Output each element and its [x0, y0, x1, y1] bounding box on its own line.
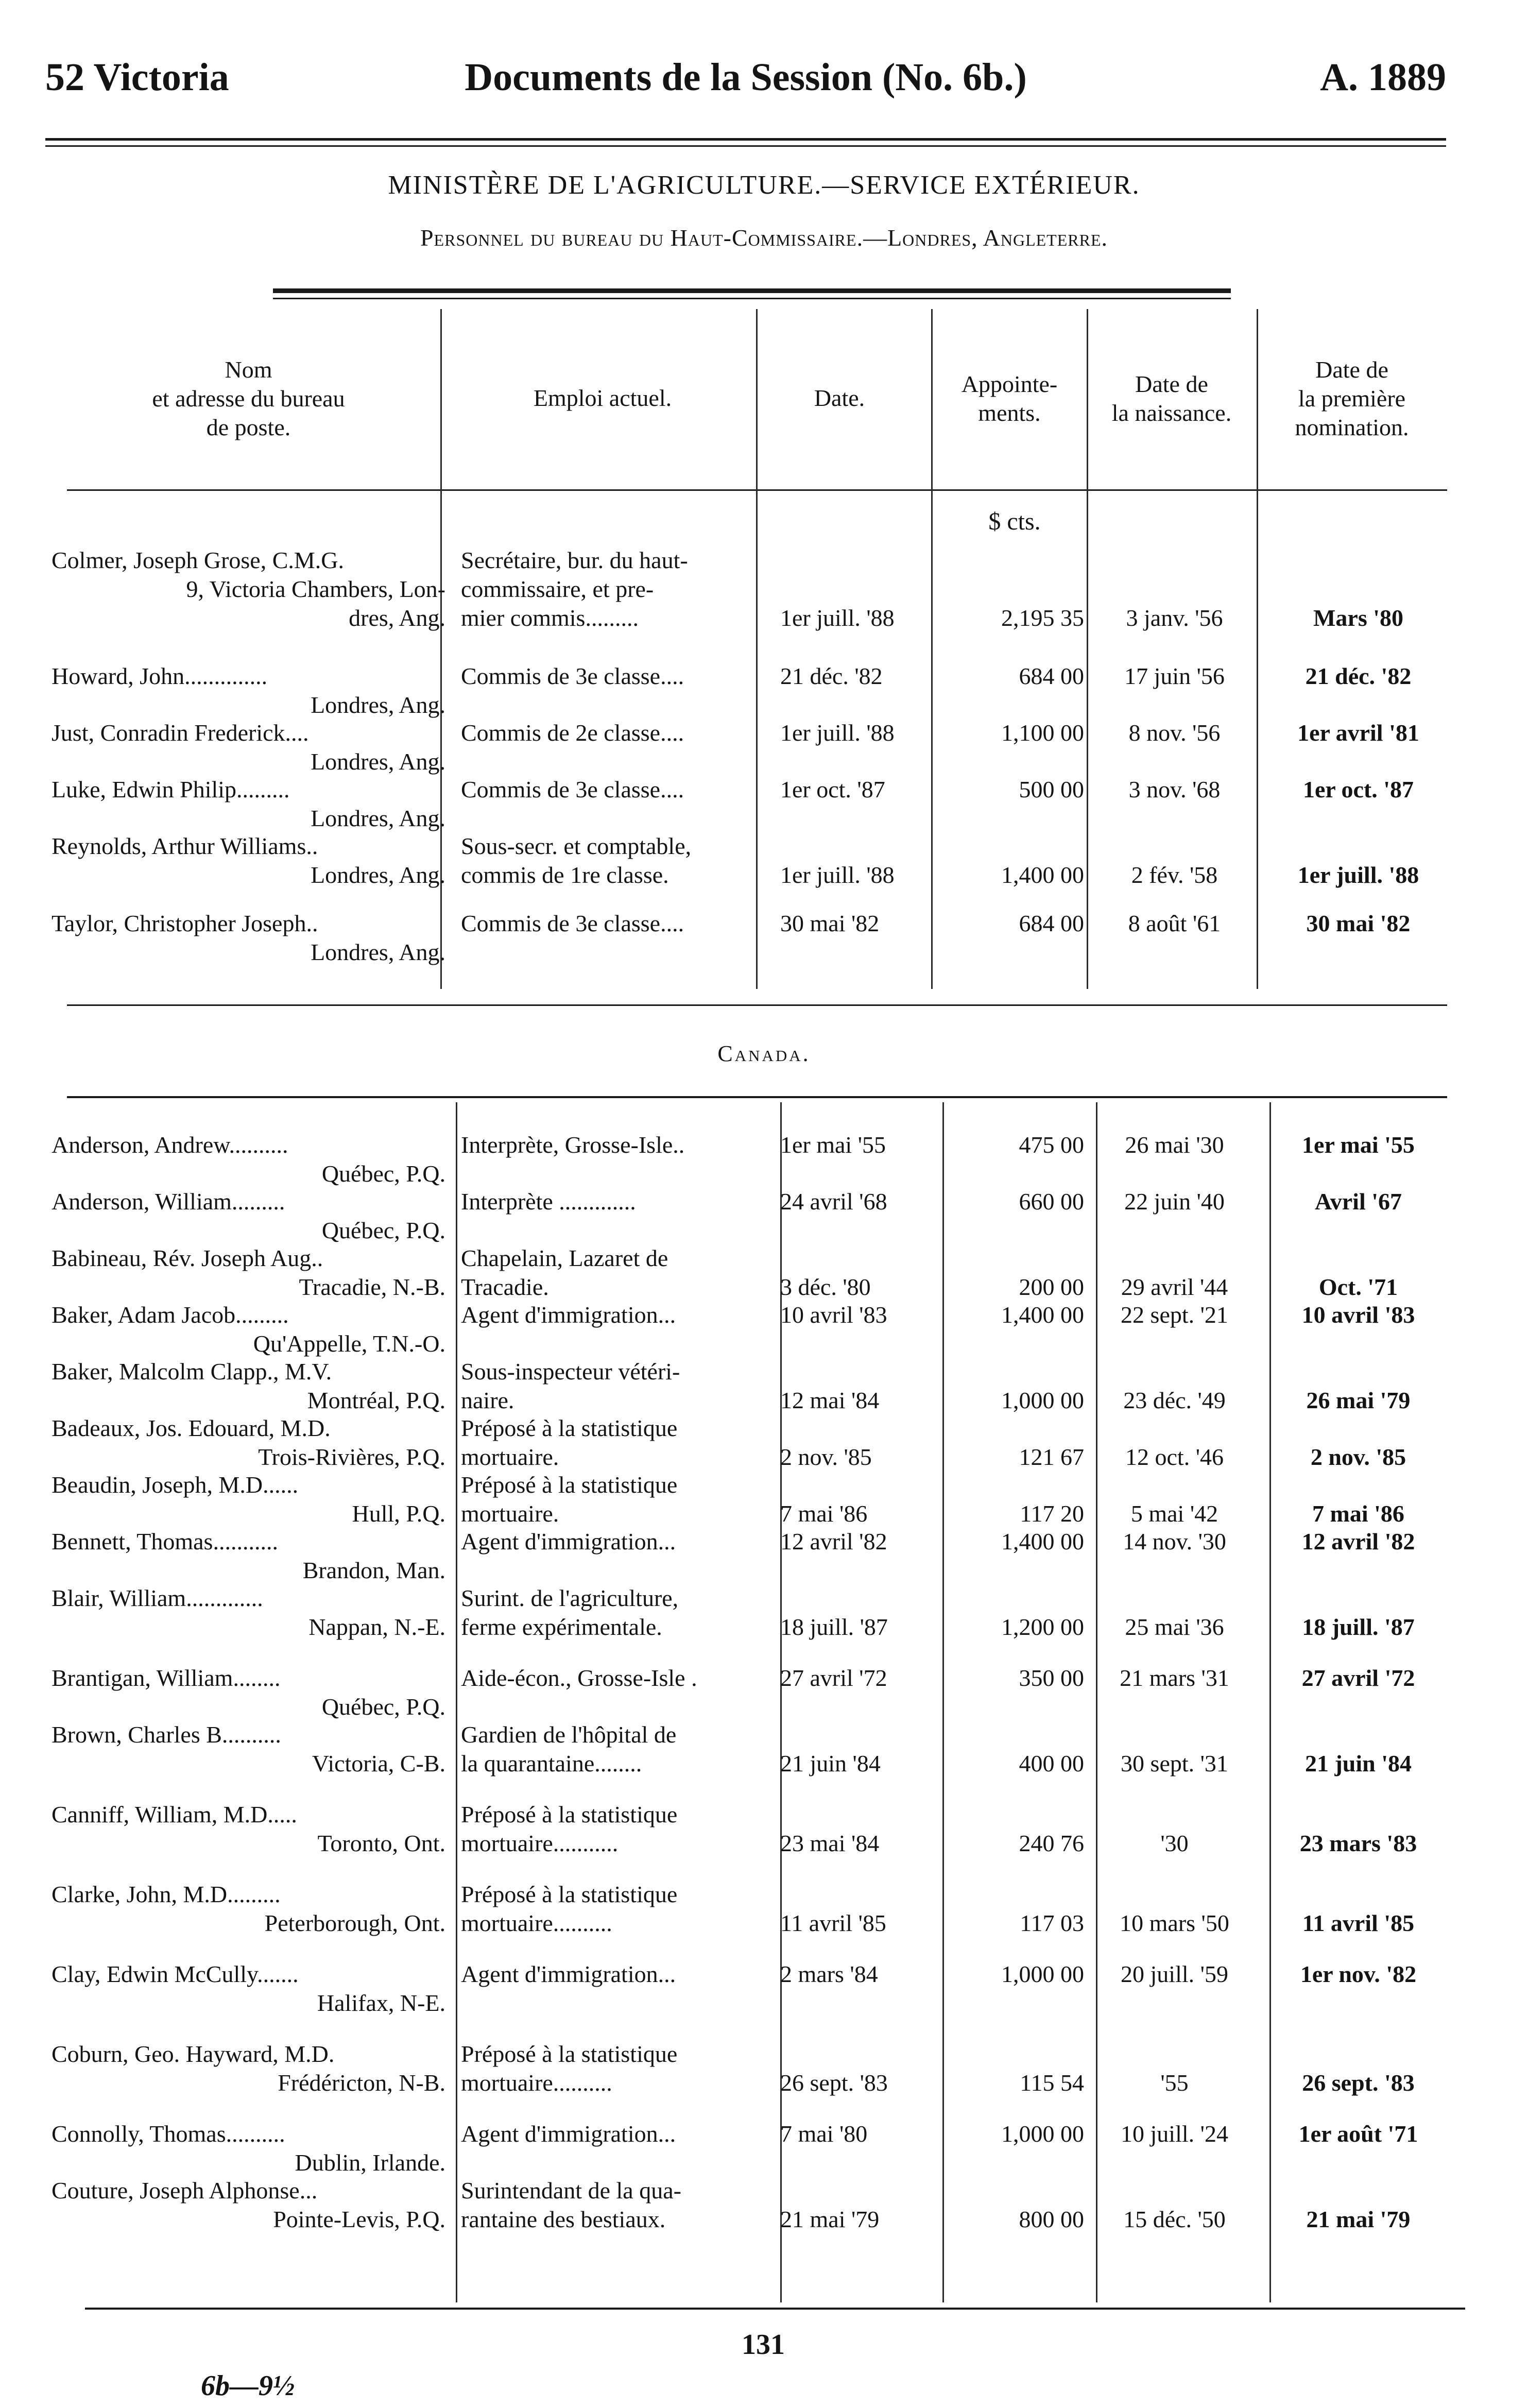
appointements-cell: 117 20	[1020, 1500, 1084, 1527]
first-nomination-cell: 26 sept. '83	[1302, 2070, 1415, 2096]
appointements-cell: 684 00	[1019, 910, 1084, 936]
london-end-rule	[67, 1004, 1447, 1006]
date-cell: 27 avril '72	[780, 1665, 887, 1691]
cell-line: Commis de 2e classe....	[461, 720, 684, 746]
first-nomination-cell: 2 nov. '85	[1310, 1444, 1406, 1470]
emploi-cell	[461, 1187, 778, 1216]
cell-line: Anderson, Andrew..........	[51, 1132, 288, 1158]
emploi-cell	[461, 1244, 778, 1302]
header-rule-top	[45, 138, 1446, 141]
header-naissance	[1087, 370, 1257, 428]
birth-date-cell: 17 juin '56	[1124, 663, 1225, 689]
header-nomination-line: Date de	[1315, 356, 1388, 383]
cell-line: Commis de 3e classe....	[461, 776, 684, 802]
appointements-cell: 2,195 35	[1001, 605, 1084, 631]
cell-line: dres, Ang.	[349, 605, 445, 631]
header-document-title: Documents de la Session (No. 6b.)	[465, 56, 1027, 99]
emploi-cell	[461, 1414, 778, 1472]
emploi-cell	[461, 546, 778, 633]
cell-line: mortuaire..........	[461, 2070, 612, 2096]
header-session-year: 52 Victoria	[45, 56, 229, 99]
emploi-cell	[461, 832, 778, 890]
emploi-cell	[461, 1471, 778, 1528]
birth-date-cell: 10 juill. '24	[1121, 2121, 1228, 2147]
cell-line: Secrétaire, bur. du haut-	[461, 547, 688, 573]
appointements-cell: 475 00	[1019, 1132, 1084, 1158]
cell-line: Agent d'immigration...	[461, 1302, 676, 1328]
first-nomination-cell: 1er nov. '82	[1300, 1961, 1417, 1987]
cell-line: Québec, P.Q.	[321, 1160, 445, 1187]
birth-date-cell: 12 oct. '46	[1125, 1444, 1224, 1470]
cell-line: Montréal, P.Q.	[307, 1387, 445, 1413]
first-nomination-cell: 10 avril '83	[1301, 1302, 1415, 1328]
cell-line: rantaine des bestiaux.	[461, 2206, 666, 2232]
date-cell: 21 déc. '82	[780, 663, 883, 689]
birth-date-cell: '55	[1160, 2070, 1189, 2096]
cell-line: Commis de 3e classe....	[461, 910, 684, 936]
date-cell: 1er mai '55	[780, 1132, 886, 1158]
date-cell: 7 mai '86	[780, 1500, 868, 1527]
date-cell: 2 mars '84	[780, 1961, 878, 1987]
name-address-cell	[51, 1664, 445, 1721]
header-naissance-line: la naissance.	[1111, 400, 1232, 426]
name-address-cell	[51, 2040, 445, 2097]
emploi-cell	[461, 662, 778, 691]
date-cell: 3 déc. '80	[780, 1274, 871, 1300]
first-nomination-cell: 1er avril '81	[1297, 720, 1419, 746]
appointements-cell: 500 00	[1019, 776, 1084, 802]
emploi-cell	[461, 1357, 778, 1415]
emploi-cell	[461, 1664, 778, 1693]
first-nomination-cell: 21 juin '84	[1304, 1750, 1412, 1777]
cell-line: Sous-inspecteur vétéri-	[461, 1358, 680, 1385]
first-nomination-cell: 11 avril '85	[1302, 1910, 1415, 1936]
first-nomination-cell: 30 mai '82	[1306, 910, 1411, 936]
first-nomination-cell: 21 déc. '82	[1305, 663, 1412, 689]
name-address-cell	[51, 546, 445, 633]
header-appointements-line: Appointe-	[961, 371, 1058, 397]
emploi-cell	[461, 775, 778, 804]
birth-date-cell: 8 nov. '56	[1128, 720, 1221, 746]
cell-line: mortuaire.	[461, 1444, 559, 1470]
birth-date-cell: 2 fév. '58	[1131, 862, 1218, 888]
cell-line: Badeaux, Jos. Edouard, M.D.	[51, 1415, 331, 1441]
cell-line: Peterborough, Ont.	[264, 1910, 445, 1936]
cell-line: Howard, John..............	[51, 663, 268, 689]
emploi-cell	[461, 1960, 778, 1989]
name-address-cell	[51, 1880, 445, 1938]
first-nomination-cell: 18 juill. '87	[1302, 1614, 1415, 1640]
cell-line: Coburn, Geo. Hayward, M.D.	[51, 2041, 335, 2067]
cell-line: Londres, Ang.	[311, 692, 445, 718]
cell-line: 9, Victoria Chambers, Lon-	[186, 576, 445, 602]
birth-date-cell: 26 mai '30	[1125, 1132, 1224, 1158]
date-cell: 18 juill. '87	[780, 1614, 888, 1640]
name-address-cell	[51, 2176, 445, 2234]
cell-line: Taylor, Christopher Joseph..	[51, 910, 318, 936]
canada-section-title: Canada.	[717, 1041, 811, 1066]
cell-line: Blair, William.............	[51, 1585, 263, 1611]
cell-line: mortuaire..........	[461, 1910, 612, 1936]
cell-line: Tracadie.	[461, 1274, 549, 1300]
cell-line: Babineau, Rév. Joseph Aug..	[51, 1245, 323, 1271]
cell-line: Québec, P.Q.	[321, 1217, 445, 1243]
emploi-cell	[461, 1584, 778, 1642]
canada-top-rule	[67, 1096, 1447, 1098]
cell-line: mortuaire.	[461, 1500, 559, 1527]
header-name-line: de poste.	[206, 414, 291, 440]
first-nomination-cell: 1er juill. '88	[1297, 862, 1419, 888]
appointements-cell: 1,400 00	[1001, 1302, 1084, 1328]
cell-line: Hull, P.Q.	[352, 1500, 445, 1527]
header-nomination-line: la première	[1298, 385, 1406, 412]
currency-units: $ cts.	[988, 508, 1041, 535]
emploi-cell	[461, 909, 778, 938]
cell-line: Frédéricton, N-B.	[278, 2070, 445, 2096]
date-cell: 1er juill. '88	[780, 862, 895, 888]
cell-line: Québec, P.Q.	[321, 1694, 445, 1720]
cell-line: Nappan, N.-E.	[308, 1614, 445, 1640]
cell-line: ferme expérimentale.	[461, 1614, 662, 1640]
appointements-cell: 117 03	[1020, 1910, 1084, 1936]
header-appointements-line: ments.	[978, 400, 1041, 426]
cell-line: Agent d'immigration...	[461, 1528, 676, 1555]
date-cell: 12 avril '82	[780, 1528, 887, 1555]
date-cell: 11 avril '85	[780, 1910, 886, 1936]
cell-line: Brown, Charles B..........	[51, 1721, 281, 1748]
name-address-cell	[51, 1187, 445, 1245]
cell-line: Aide-écon., Grosse-Isle .	[461, 1665, 697, 1691]
emploi-cell	[461, 1527, 778, 1556]
cell-line: Commis de 3e classe....	[461, 663, 684, 689]
emploi-cell	[461, 2040, 778, 2097]
birth-date-cell: 21 mars '31	[1120, 1665, 1229, 1691]
emploi-cell	[461, 1880, 778, 1938]
header-date-line: Date.	[814, 385, 865, 411]
first-nomination-cell: 23 mars '83	[1299, 1830, 1417, 1856]
cell-line: Pointe-Levis, P.Q.	[273, 2206, 445, 2232]
cell-line: Clay, Edwin McCully.......	[51, 1961, 299, 1987]
cell-line: Colmer, Joseph Grose, C.M.G.	[51, 547, 345, 573]
first-nomination-cell: 1er oct. '87	[1302, 776, 1414, 802]
appointements-cell: 660 00	[1019, 1188, 1084, 1215]
cell-line: Halifax, N-E.	[317, 1990, 445, 2016]
appointements-cell: 1,000 00	[1001, 1961, 1084, 1987]
name-address-cell	[51, 1244, 445, 1302]
ministry-title: MINISTÈRE DE L'AGRICULTURE.—SERVICE EXTÉRIEUR.	[388, 170, 1140, 200]
emploi-cell	[461, 1301, 778, 1329]
cell-line: Londres, Ang.	[311, 805, 445, 831]
name-address-cell	[51, 1471, 445, 1528]
cell-line: mortuaire...........	[461, 1830, 619, 1856]
cell-line: Brantigan, William........	[51, 1665, 281, 1691]
appointements-cell: 1,200 00	[1001, 1614, 1084, 1640]
birth-date-cell: 3 nov. '68	[1128, 776, 1221, 802]
appointements-cell: 400 00	[1019, 1750, 1084, 1777]
first-nomination-cell: 7 mai '86	[1312, 1500, 1404, 1527]
appointements-cell: 240 76	[1019, 1830, 1084, 1856]
name-address-cell	[51, 1960, 445, 2018]
cell-line: Interprète, Grosse-Isle..	[461, 1132, 685, 1158]
cell-line: Interprète .............	[461, 1188, 636, 1215]
column-divider	[456, 1102, 457, 2302]
table-top-rule-thick	[273, 288, 1231, 293]
name-address-cell	[51, 1800, 445, 1858]
date-cell: 2 nov. '85	[780, 1444, 872, 1470]
appointements-cell: 200 00	[1019, 1274, 1084, 1300]
cell-line: Londres, Ang.	[311, 939, 445, 965]
header-name-line: Nom	[225, 356, 272, 383]
cell-line: Agent d'immigration...	[461, 1961, 676, 1987]
name-address-cell	[51, 1414, 445, 1472]
appointements-cell: 800 00	[1019, 2206, 1084, 2232]
cell-line: la quarantaine........	[461, 1750, 642, 1777]
header-nomination	[1257, 355, 1447, 442]
table-top-rule-thin	[273, 298, 1231, 299]
date-cell: 30 mai '82	[780, 910, 880, 936]
birth-date-cell: 5 mai '42	[1130, 1500, 1218, 1527]
cell-line: Tracadie, N.-B.	[299, 1274, 445, 1300]
birth-date-cell: 14 nov. '30	[1123, 1528, 1226, 1555]
cell-line: Baker, Adam Jacob.........	[51, 1302, 289, 1328]
emploi-cell	[461, 2176, 778, 2234]
emploi-cell	[461, 1131, 778, 1159]
cell-line: Surintendant de la qua-	[461, 2177, 681, 2204]
appointements-cell: 1,000 00	[1001, 1387, 1084, 1413]
birth-date-cell: 29 avril '44	[1121, 1274, 1228, 1300]
cell-line: Gardien de l'hôpital de	[461, 1721, 677, 1748]
table-bottom-rule	[85, 2308, 1465, 2310]
header-emploi	[453, 384, 752, 413]
birth-date-cell: 20 juill. '59	[1121, 1961, 1228, 1987]
cell-line: Clarke, John, M.D.........	[51, 1881, 281, 1907]
cell-line: Qu'Appelle, T.N.-O.	[253, 1330, 445, 1357]
birth-date-cell: 22 juin '40	[1124, 1188, 1225, 1215]
first-nomination-cell: 1er mai '55	[1302, 1132, 1415, 1158]
appointements-cell: 684 00	[1019, 663, 1084, 689]
appointements-cell: 115 54	[1020, 2070, 1084, 2096]
cell-line: Préposé à la statistique	[461, 2041, 678, 2067]
birth-date-cell: 30 sept. '31	[1121, 1750, 1228, 1777]
cell-line: Couture, Joseph Alphonse...	[51, 2177, 318, 2204]
header-name	[51, 355, 445, 442]
column-divider	[1269, 1102, 1271, 2302]
appointements-cell: 1,100 00	[1001, 720, 1084, 746]
name-address-cell	[51, 719, 445, 776]
cell-line: Chapelain, Lazaret de	[461, 1245, 668, 1271]
date-cell: 23 mai '84	[780, 1830, 880, 1856]
cell-line: Luke, Edwin Philip.........	[51, 776, 290, 802]
cell-line: Baker, Malcolm Clapp., M.V.	[51, 1358, 332, 1385]
first-nomination-cell: Mars '80	[1313, 605, 1403, 631]
cell-line: Bennett, Thomas...........	[51, 1528, 278, 1555]
first-nomination-cell: 1er août '71	[1298, 2121, 1418, 2147]
first-nomination-cell: Oct. '71	[1318, 1274, 1398, 1300]
header-rule-bottom	[45, 145, 1446, 147]
emploi-cell	[461, 719, 778, 747]
cell-line: Connolly, Thomas..........	[51, 2121, 285, 2147]
header-naissance-line: Date de	[1135, 371, 1208, 397]
cell-line: Dublin, Irlande.	[295, 2149, 445, 2176]
emploi-cell	[461, 1800, 778, 1858]
cell-line: Sous-secr. et comptable,	[461, 833, 692, 859]
date-cell: 1er juill. '88	[780, 720, 895, 746]
cell-line: commis de 1re classe.	[461, 862, 669, 888]
cell-line: naire.	[461, 1387, 514, 1413]
cell-line: Victoria, C-B.	[312, 1750, 445, 1777]
first-nomination-cell: 21 mai '79	[1306, 2206, 1411, 2232]
date-cell: 7 mai '80	[780, 2121, 868, 2147]
cell-line: Londres, Ang.	[311, 748, 445, 775]
emploi-cell	[461, 1720, 778, 1778]
appointements-cell: 350 00	[1019, 1665, 1084, 1691]
cell-line: Canniff, William, M.D.....	[51, 1801, 297, 1828]
cell-line: Agent d'immigration...	[461, 2121, 676, 2147]
date-cell: 21 mai '79	[780, 2206, 880, 2232]
cell-line: Anderson, William.........	[51, 1188, 285, 1215]
first-nomination-cell: Avril '67	[1314, 1188, 1402, 1215]
page-number: 131	[742, 2329, 785, 2361]
first-nomination-cell: 27 avril '72	[1301, 1665, 1415, 1691]
appointements-cell: 1,400 00	[1001, 1528, 1084, 1555]
header-nomination-line: nomination.	[1295, 414, 1409, 440]
cell-line: Beaudin, Joseph, M.D......	[51, 1472, 299, 1498]
name-address-cell	[51, 1584, 445, 1642]
appointements-cell: 121 67	[1019, 1444, 1084, 1470]
header-year: A. 1889	[1320, 56, 1446, 99]
name-address-cell	[51, 775, 445, 833]
name-address-cell	[51, 1301, 445, 1358]
cell-line: Trois-Rivières, P.Q.	[258, 1444, 445, 1470]
running-header	[45, 52, 1446, 108]
column-divider	[1087, 309, 1088, 989]
cell-line: Brandon, Man.	[302, 1557, 445, 1583]
name-address-cell	[51, 909, 445, 967]
birth-date-cell: 3 janv. '56	[1126, 605, 1223, 631]
bureau-subtitle: Personnel du bureau du Haut-Commissaire.—Londres, Angleterre.	[420, 225, 1108, 251]
cell-line: Surint. de l'agriculture,	[461, 1585, 679, 1611]
signature-mark: 6b—9½	[201, 2370, 295, 2402]
date-cell: 10 avril '83	[780, 1302, 887, 1328]
date-cell: 21 juin '84	[780, 1750, 881, 1777]
cell-line: Préposé à la statistique	[461, 1881, 678, 1907]
emploi-cell	[461, 2120, 778, 2148]
cell-line: Préposé à la statistique	[461, 1415, 678, 1441]
date-cell: 24 avril '68	[780, 1188, 887, 1215]
name-address-cell	[51, 1527, 445, 1585]
cell-line: Toronto, Ont.	[317, 1830, 445, 1856]
cell-line: mier commis.........	[461, 605, 639, 631]
header-name-line: et adresse du bureau	[152, 385, 345, 412]
date-cell: 12 mai '84	[780, 1387, 880, 1413]
cell-line: Just, Conradin Frederick....	[51, 720, 309, 746]
birth-date-cell: 25 mai '36	[1125, 1614, 1224, 1640]
birth-date-cell: 15 déc. '50	[1123, 2206, 1226, 2232]
birth-date-cell: '30	[1160, 1830, 1189, 1856]
birth-date-cell: 8 août '61	[1128, 910, 1221, 936]
date-cell: 1er oct. '87	[780, 776, 885, 802]
name-address-cell	[51, 2120, 445, 2177]
birth-date-cell: 23 déc. '49	[1123, 1387, 1226, 1413]
header-appointements	[932, 370, 1087, 428]
header-emploi-line: Emploi actuel.	[533, 385, 672, 411]
column-divider	[942, 1102, 944, 2302]
appointements-cell: 1,400 00	[1001, 862, 1084, 888]
first-nomination-cell: 12 avril '82	[1301, 1528, 1415, 1555]
birth-date-cell: 22 sept. '21	[1121, 1302, 1228, 1328]
cell-line: Londres, Ang.	[311, 862, 445, 888]
header-date	[752, 384, 927, 413]
cell-line: Préposé à la statistique	[461, 1801, 678, 1828]
column-divider	[1257, 309, 1258, 989]
cell-line: commissaire, et pre-	[461, 576, 654, 602]
first-nomination-cell: 26 mai '79	[1306, 1387, 1411, 1413]
name-address-cell	[51, 1357, 445, 1415]
cell-line: Préposé à la statistique	[461, 1472, 678, 1498]
name-address-cell	[51, 1720, 445, 1778]
birth-date-cell: 10 mars '50	[1120, 1910, 1229, 1936]
date-cell: 1er juill. '88	[780, 605, 895, 631]
name-address-cell	[51, 832, 445, 890]
cell-line: Reynolds, Arthur Williams..	[51, 833, 318, 859]
name-address-cell	[51, 662, 445, 720]
appointements-cell: 1,000 00	[1001, 2121, 1084, 2147]
name-address-cell	[51, 1131, 445, 1188]
date-cell: 26 sept. '83	[780, 2070, 888, 2096]
